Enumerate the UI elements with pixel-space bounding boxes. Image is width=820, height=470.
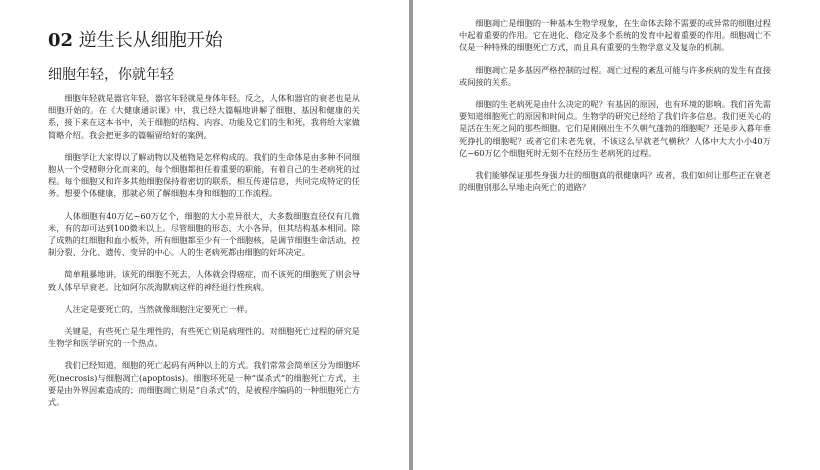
right-page (413, 0, 820, 470)
paragraph: 人体细胞有40万亿~60万亿个，细胞的大小差异很大，大多数细胞直径仅有几微米，有的却可达到100微米以上。尽管细胞的形态、大小各异，但其结构基本相同。除了成熟的红细胞和血小板外，所有细胞都至少有一个细胞核，是调节细胞生命活动，控制分裂、分化、遗传、变异的中心。人的生老病死都由细胞的好坏决定。 (48, 210, 360, 258)
right-page-content (459, 17, 771, 203)
section-title: 细胞年轻，你就年轻 (48, 67, 174, 83)
paragraph: 细胞学让大家得以了解动物以及植物是怎样构成的。我们的生命体是由多种不同细胞从一个受精卵分化而来的，每个细胞都担任着重要的职能，有着自己的生老病死的过程。每个细胞又和许多其他细胞保持着密切的联系，相互传递信息，共同完成特定的任务。想要个体健康，那就必须了解细胞本身和细胞的工作流程。 (48, 151, 360, 199)
paragraph: 细胞的生老病死是由什么决定的呢？有基因的原因，也有环境的影响。我们首先需要知道细胞死亡的原因和时间点。生物学的研究已经给了我们许多信息。我们更关心的是活在生死之间的那些细胞。它们是刚刚出生不久朝气蓬勃的细胞呢？还是步入暮年垂死挣扎的细胞呢？或者它们未老先衰，不该这么早就老气横秋？人体中大大小小40万亿~60万亿个细胞死时无刻不在经历生老病死的过程。 (459, 99, 771, 158)
paragraph: 人注定是要死亡的，当然就像细胞注定要死亡一样。 (64, 303, 253, 314)
paragraph: 简单粗暴地讲，该死的细胞不死去，人体就会得癌症，而不该死的细胞死了则会导致人体早早衰老。比如阿尔茨海默病这样的神经退行性疾病。 (48, 269, 360, 292)
chapter-title (48, 30, 360, 52)
left-page-content (48, 30, 360, 418)
left-page (0, 0, 409, 470)
paragraph: 我们能够保证那些身强力壮的细胞真的很健康吗？或者，我们如何让那些正在衰老的细胞别那么早地走向死亡的道路？ (459, 170, 771, 193)
paragraph: 细胞年轻就是器官年轻，器官年轻就是身体年轻。反之，人体和器官的衰老也是从细胞开始的。在《大健康通识课》中，我已经大篇幅地讲解了细胞、基因和健康的关系，接下来在这本书中，关于细胞的结构、内容、功能及它们的生和死，我将给大家做简略介绍。我会把更多的篇幅留给好的案例。 (48, 93, 360, 140)
paragraph: 关键是，有些死亡是生理性的，有些死亡则是病理性的。对细胞死亡过程的研究是生物学和医学研究的一个热点。 (48, 326, 360, 349)
paragraph: 细胞凋亡是多基因严格控制的过程。凋亡过程的紊乱可能与许多疾病的发生有直接或间接的关系。 (459, 64, 771, 87)
paragraph: 细胞凋亡是细胞的一种基本生物学现象，在生命体去除不需要的或异常的细胞过程中起着重要的作用。它在进化、稳定及多个系统的发育中起着重要的作用。细胞凋亡不仅是一种特殊的细胞死亡方式，而且具有重要的生物学意义及复杂的机制。 (459, 18, 771, 53)
paragraph: 我们已经知道，细胞的死亡起码有两种以上的方式。我们常常会简单区分为细胞坏死(necrosis)与细胞凋亡(apoptosis)。细胞坏死是一种“谋杀式”的细胞死亡方式，主要是由外界因素造成的；而细胞凋亡则是“自杀式”的，是被程序编码的一种细胞死亡方式。 (48, 360, 360, 408)
chapter-number: 02 (48, 30, 74, 51)
chapter-title-text: 逆生长从细胞开始 (78, 30, 223, 51)
